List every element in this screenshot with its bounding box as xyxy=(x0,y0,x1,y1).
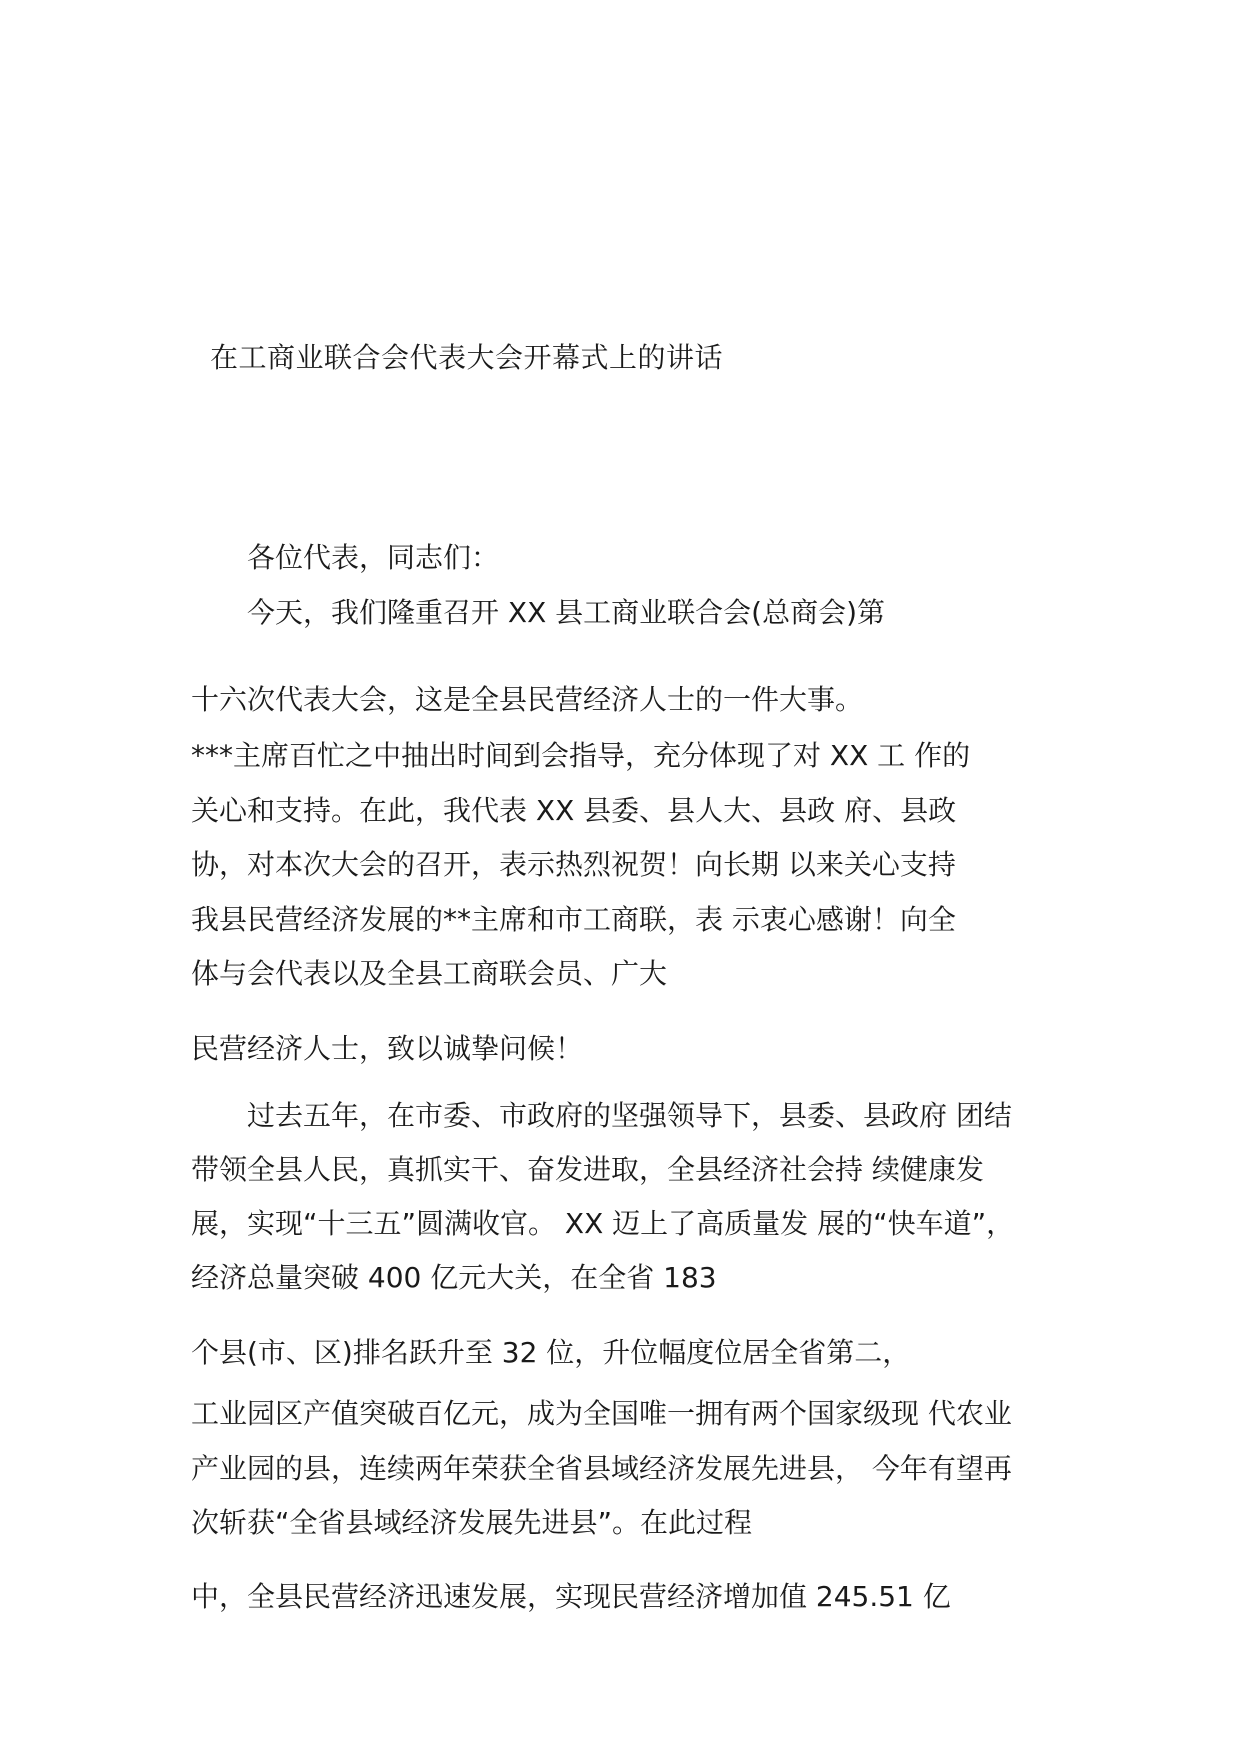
salutation-line: 各位代表，同志们： xyxy=(247,541,500,574)
document-title: 在工商业联合会代表大会开幕式上的讲话 xyxy=(210,341,724,374)
paragraph-line: 经济总量突破 400 亿元大关，在全省 183 xyxy=(191,1261,717,1294)
paragraph-line: 展，实现“十三五”圆满收官。 XX 迈上了高质量发 展的“快车道”， xyxy=(191,1207,1015,1240)
paragraph-line: 带领全县人民，真抓实干、奋发进取，全县经济社会持 续健康发 xyxy=(191,1153,984,1186)
paragraph-line: 工业园区产值突破百亿元，成为全国唯一拥有两个国家级现 代农业 xyxy=(191,1397,1012,1430)
paragraph-line: 协，对本次大会的召开，表示热烈祝贺！向长期 以来关心支持 xyxy=(191,848,956,881)
paragraph-line: 个县(市、区)排名跃升至 32 位，升位幅度位居全省第二， xyxy=(191,1336,911,1369)
paragraph-line: 十六次代表大会，这是全县民营经济人士的一件大事。 xyxy=(191,683,864,716)
paragraph-line: 产业园的县，连续两年荣获全省县域经济发展先进县， 今年有望再 xyxy=(191,1452,1012,1485)
paragraph-line: 今天，我们隆重召开 XX 县工商业联合会(总商会)第 xyxy=(247,596,886,629)
paragraph-line: 次斩获“全省县域经济发展先进县”。在此过程 xyxy=(191,1506,753,1539)
paragraph-line: 过去五年，在市委、市政府的坚强领导下，县委、县政府 团结 xyxy=(247,1099,1012,1132)
paragraph-line: 民营经济人士，致以诚挚问候！ xyxy=(191,1032,584,1065)
paragraph-line: 中，全县民营经济迅速发展，实现民营经济增加值 245.51 亿 xyxy=(191,1580,951,1613)
paragraph-line: 体与会代表以及全县工商联会员、广大 xyxy=(191,957,668,990)
paragraph-line: ***主席百忙之中抽出时间到会指导，充分体现了对 XX 工 作的 xyxy=(191,739,971,772)
paragraph-line: 关心和支持。在此，我代表 XX 县委、县人大、县政 府、县政 xyxy=(191,794,957,827)
paragraph-line: 我县民营经济发展的**主席和市工商联，表 示衷心感谢！向全 xyxy=(191,903,956,936)
